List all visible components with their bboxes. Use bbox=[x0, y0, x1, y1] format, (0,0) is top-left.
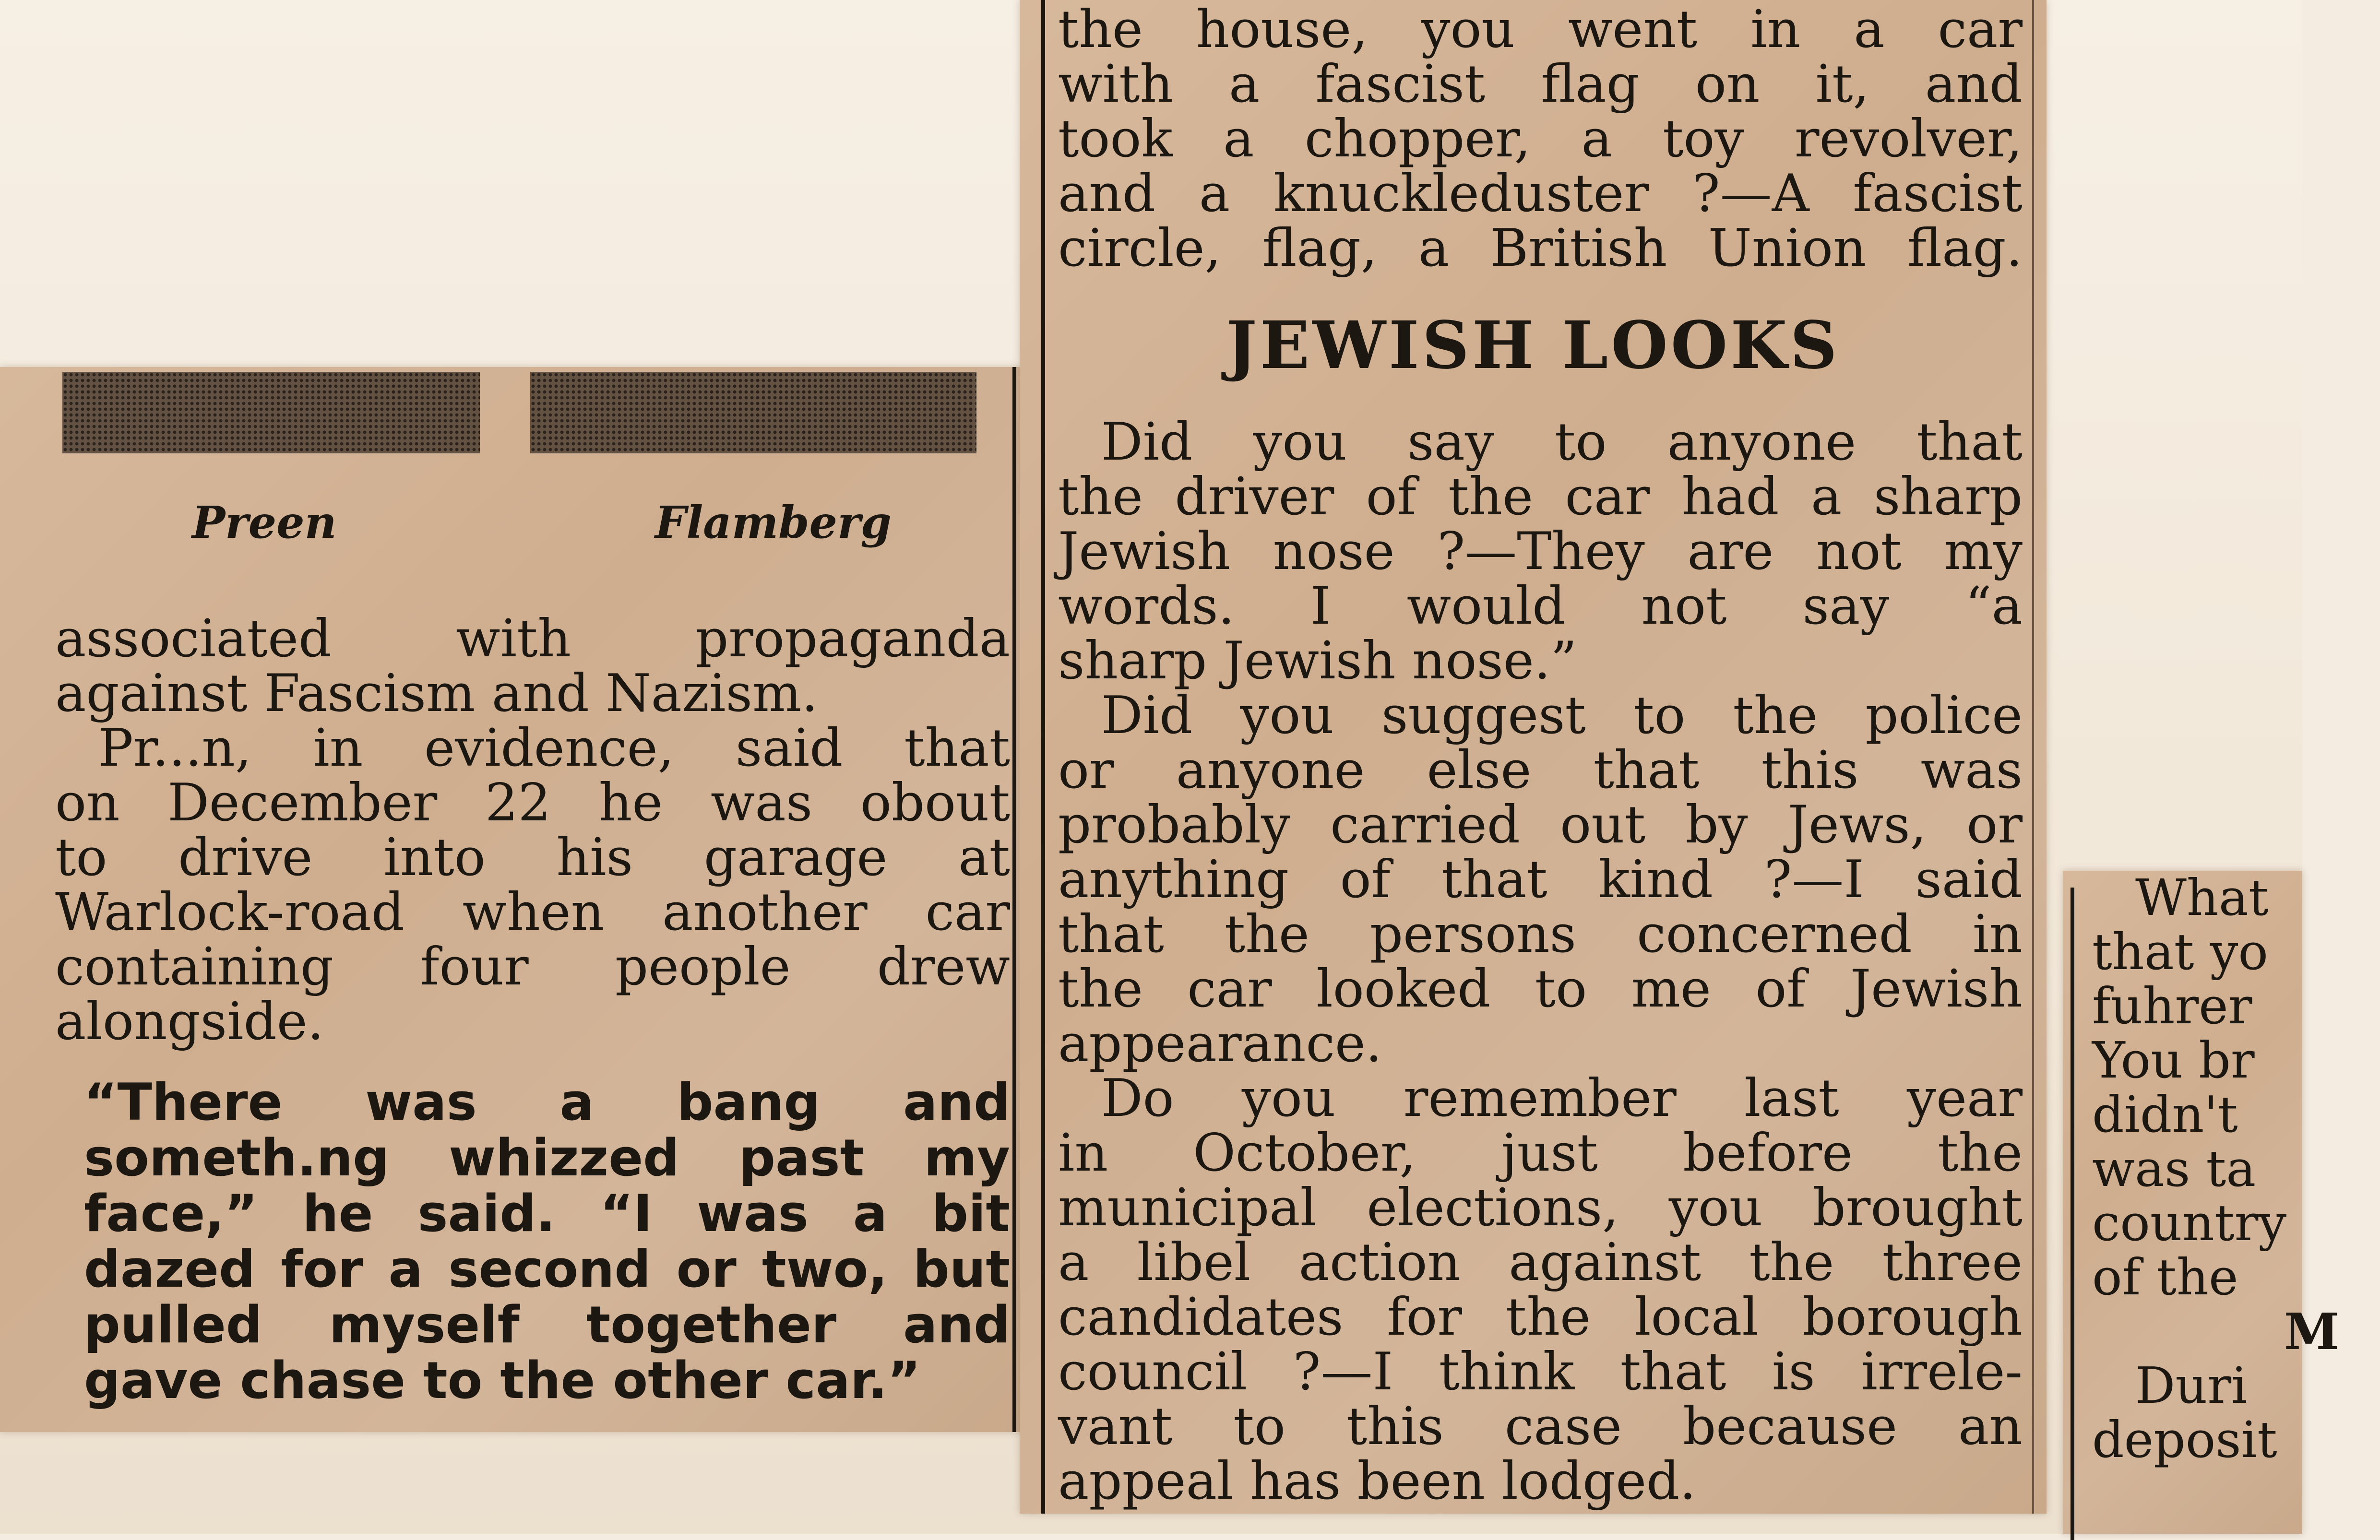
column-rule bbox=[2032, 0, 2034, 1514]
text-line: someth.ng whizzed past my bbox=[84, 1128, 1010, 1187]
text-line: Did you say to anyone that bbox=[1101, 412, 2023, 472]
text-line: Pr...n, in evidence, said that bbox=[98, 718, 1010, 778]
text-line: a libel action against the three bbox=[1058, 1232, 2023, 1292]
text-line: Jewish nose ?—They are not my bbox=[1058, 521, 2023, 581]
text-line: anything of that kind ?—I said bbox=[1058, 850, 2023, 910]
middle-top-text bbox=[1058, 2, 2023, 276]
text-line: vant to this case because an bbox=[1058, 1397, 2023, 1457]
photo-caption-flamberg: Flamberg bbox=[655, 497, 892, 548]
text-line: that yo bbox=[2092, 923, 2268, 981]
text-line: candidates for the local borough bbox=[1058, 1287, 2023, 1347]
text-line: appeal has been lodged. bbox=[1058, 1451, 1696, 1511]
middle-newspaper-clipping bbox=[1020, 0, 2047, 1514]
left-quote-text bbox=[84, 1075, 1010, 1409]
text-line: the house, you went in a car bbox=[1058, 0, 2023, 59]
text-line: was ta bbox=[2092, 1139, 2256, 1198]
text-line: fuhrer bbox=[2092, 977, 2252, 1035]
text-line: containing four people drew bbox=[55, 937, 1010, 997]
section-heading: JEWISH LOOKS bbox=[1226, 307, 1840, 384]
column-rule bbox=[1012, 367, 1016, 1432]
text-line: probably carried out by Jews, or bbox=[1058, 795, 2023, 855]
text-line: in October, just before the bbox=[1058, 1123, 2023, 1183]
text-line: associated with propaganda bbox=[55, 609, 1010, 669]
photo-preen bbox=[62, 372, 480, 453]
photo-flamberg bbox=[530, 372, 976, 453]
column-rule bbox=[2071, 888, 2074, 1540]
text-line: to drive into his garage at bbox=[55, 828, 1010, 888]
column-rule bbox=[1041, 0, 1045, 1514]
text-line: circle, flag, a British Union flag. bbox=[1058, 218, 2023, 278]
text-line: words. I would not say “a bbox=[1058, 576, 2023, 636]
subheading-fragment: M bbox=[2284, 1302, 2340, 1361]
text-line: with a fascist flag on it, and bbox=[1058, 54, 2023, 114]
text-line: Warlock-road when another car bbox=[55, 882, 1010, 942]
text-line: face,” he said. “I was a bit bbox=[84, 1184, 1010, 1243]
text-line: didn't bbox=[2092, 1085, 2238, 1144]
text-line: pulled myself together and bbox=[84, 1295, 1010, 1354]
text-line: took a chopper, a toy revolver, bbox=[1058, 109, 2023, 169]
text-line: or anyone else that this was bbox=[1058, 740, 2023, 800]
text-line: “There was a bang and bbox=[84, 1073, 1010, 1132]
text-line: that the persons concerned in bbox=[1058, 904, 2023, 964]
text-line: dazed for a second or two, but bbox=[84, 1240, 1010, 1299]
text-line: appearance. bbox=[1058, 1014, 1382, 1074]
text-line: the driver of the car had a sharp bbox=[1058, 467, 2023, 527]
text-line: Did you suggest to the police bbox=[1101, 686, 2023, 746]
left-body-text bbox=[55, 609, 1010, 1052]
left-newspaper-clipping bbox=[0, 367, 1024, 1432]
text-line: gave chase to the other car.” bbox=[84, 1351, 921, 1410]
text-line: council ?—I think that is irrele- bbox=[1058, 1342, 2023, 1402]
text-line: municipal elections, you brought bbox=[1058, 1178, 2023, 1238]
text-line: alongside. bbox=[55, 992, 324, 1052]
text-line: against Fascism and Nazism. bbox=[55, 663, 818, 723]
right-body-text bbox=[2092, 868, 2380, 1469]
text-line: on December 22 he was obout bbox=[55, 773, 1010, 833]
text-line: of the bbox=[2092, 1248, 2238, 1306]
right-newspaper-clipping bbox=[2063, 868, 2340, 1534]
text-line: Do you remember last year bbox=[1101, 1068, 2023, 1128]
middle-body-text bbox=[1058, 412, 2023, 1511]
text-line: Duri bbox=[2135, 1356, 2248, 1415]
text-line: deposit bbox=[2092, 1410, 2277, 1469]
text-line: the car looked to me of Jewish bbox=[1058, 959, 2023, 1019]
text-line: sharp Jewish nose.” bbox=[1058, 631, 1577, 691]
photo-caption-preen: Preen bbox=[192, 497, 337, 548]
text-line: What bbox=[2135, 868, 2269, 927]
text-line: and a knuckleduster ?—A fascist bbox=[1058, 164, 2023, 224]
text-line: You br bbox=[2092, 1031, 2255, 1090]
text-line: country bbox=[2092, 1194, 2287, 1252]
